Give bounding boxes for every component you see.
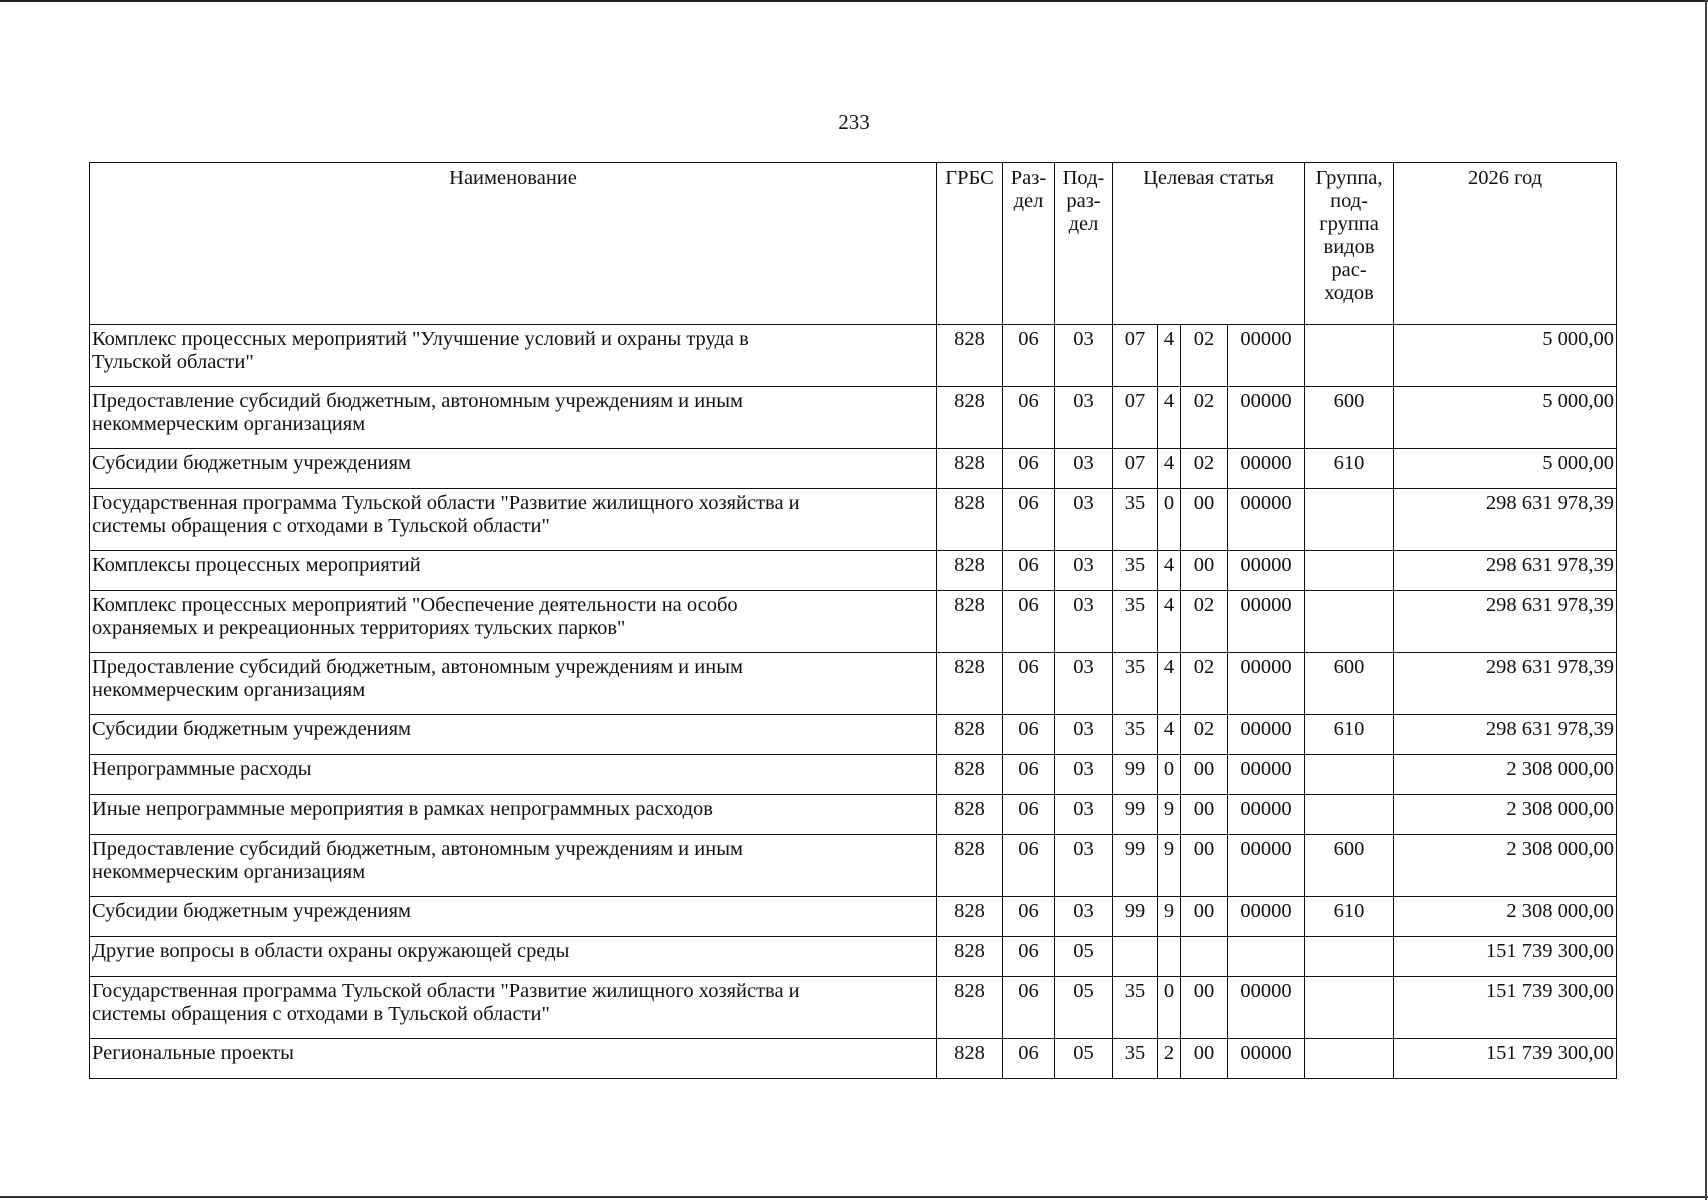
row-podrazdel: 03: [1055, 449, 1113, 489]
row-razdel: 06: [1003, 835, 1055, 897]
row-name: Предоставление субсидий бюджетным, автономным учреждениям и иным некоммерческим организациям: [90, 835, 937, 897]
row-grbs: 828: [937, 325, 1003, 387]
row-name: Комплексы процессных мероприятий: [90, 551, 937, 591]
row-expense-group: 610: [1305, 897, 1394, 937]
table-row: [90, 551, 1617, 591]
row-target-structure: 00: [1181, 977, 1228, 1039]
row-grbs: 828: [937, 1039, 1003, 1079]
table-row: [90, 977, 1617, 1039]
table-body: [90, 325, 1617, 1079]
row-target-direction: 00000: [1228, 591, 1305, 653]
table-header-row: [90, 163, 1617, 325]
row-podrazdel: 05: [1055, 937, 1113, 977]
row-podrazdel: 03: [1055, 715, 1113, 755]
row-target-structure: 00: [1181, 551, 1228, 591]
row-amount: 2 308 000,00: [1394, 835, 1617, 897]
row-target-program: 35: [1113, 551, 1158, 591]
row-razdel: 06: [1003, 977, 1055, 1039]
row-target-program: 07: [1113, 325, 1158, 387]
row-razdel: 06: [1003, 591, 1055, 653]
row-target-structure: 00: [1181, 897, 1228, 937]
row-name: Предоставление субсидий бюджетным, автономным учреждениям и иным некоммерческим организациям: [90, 653, 937, 715]
row-target-program: 99: [1113, 897, 1158, 937]
row-razdel: 06: [1003, 937, 1055, 977]
row-grbs: 828: [937, 835, 1003, 897]
row-expense-group: 600: [1305, 835, 1394, 897]
row-grbs: 828: [937, 897, 1003, 937]
row-expense-group: [1305, 755, 1394, 795]
row-target-type: 4: [1158, 591, 1181, 653]
row-amount: 151 739 300,00: [1394, 937, 1617, 977]
row-target-direction: 00000: [1228, 449, 1305, 489]
row-target-structure: 02: [1181, 591, 1228, 653]
row-target-direction: 00000: [1228, 1039, 1305, 1079]
row-name: Субсидии бюджетным учреждениям: [90, 715, 937, 755]
row-target-program: 07: [1113, 449, 1158, 489]
row-target-type: 4: [1158, 325, 1181, 387]
row-target-direction: 00000: [1228, 755, 1305, 795]
row-amount: 298 631 978,39: [1394, 591, 1617, 653]
row-target-type: 9: [1158, 795, 1181, 835]
row-target-direction: 00000: [1228, 325, 1305, 387]
row-target-structure: 02: [1181, 387, 1228, 449]
row-name: Субсидии бюджетным учреждениям: [90, 897, 937, 937]
row-target-type: 4: [1158, 551, 1181, 591]
row-podrazdel: 03: [1055, 755, 1113, 795]
row-expense-group: [1305, 325, 1394, 387]
row-podrazdel: 03: [1055, 835, 1113, 897]
row-target-direction: [1228, 937, 1305, 977]
row-target-direction: 00000: [1228, 795, 1305, 835]
row-target-structure: 00: [1181, 795, 1228, 835]
page-right-edge: [1705, 0, 1707, 1200]
row-name: Комплекс процессных мероприятий "Улучшение условий и охраны труда в Тульской области": [90, 325, 937, 387]
table-row: [90, 1039, 1617, 1079]
header-grbs: ГРБС: [937, 163, 1003, 325]
row-target-program: 35: [1113, 977, 1158, 1039]
row-target-direction: 00000: [1228, 387, 1305, 449]
row-name: Непрограммные расходы: [90, 755, 937, 795]
row-podrazdel: 03: [1055, 591, 1113, 653]
row-razdel: 06: [1003, 449, 1055, 489]
row-grbs: 828: [937, 449, 1003, 489]
table-row: [90, 715, 1617, 755]
row-target-type: 0: [1158, 755, 1181, 795]
row-expense-group: 610: [1305, 715, 1394, 755]
row-grbs: 828: [937, 591, 1003, 653]
row-podrazdel: 03: [1055, 897, 1113, 937]
row-grbs: 828: [937, 715, 1003, 755]
table-row: [90, 449, 1617, 489]
row-target-type: 4: [1158, 653, 1181, 715]
row-target-program: 35: [1113, 653, 1158, 715]
row-amount: 298 631 978,39: [1394, 653, 1617, 715]
row-target-structure: 00: [1181, 835, 1228, 897]
row-target-program: 99: [1113, 755, 1158, 795]
row-expense-group: 600: [1305, 387, 1394, 449]
row-podrazdel: 03: [1055, 795, 1113, 835]
row-target-type: 0: [1158, 977, 1181, 1039]
row-target-program: 99: [1113, 795, 1158, 835]
page-top-edge: [0, 0, 1708, 2]
row-target-type: 9: [1158, 897, 1181, 937]
row-razdel: 06: [1003, 715, 1055, 755]
row-grbs: 828: [937, 387, 1003, 449]
table-row: [90, 835, 1617, 897]
header-razdel: Раз- дел: [1003, 163, 1055, 325]
row-target-direction: 00000: [1228, 835, 1305, 897]
row-expense-group: [1305, 551, 1394, 591]
row-grbs: 828: [937, 937, 1003, 977]
row-target-type: [1158, 937, 1181, 977]
row-amount: 5 000,00: [1394, 387, 1617, 449]
row-target-direction: 00000: [1228, 489, 1305, 551]
row-podrazdel: 03: [1055, 387, 1113, 449]
row-razdel: 06: [1003, 795, 1055, 835]
row-target-structure: 00: [1181, 755, 1228, 795]
row-grbs: 828: [937, 551, 1003, 591]
table-row: [90, 387, 1617, 449]
page-number: 233: [838, 110, 870, 134]
row-target-type: 0: [1158, 489, 1181, 551]
table-row: [90, 795, 1617, 835]
row-target-structure: 02: [1181, 715, 1228, 755]
row-amount: 2 308 000,00: [1394, 795, 1617, 835]
row-expense-group: [1305, 937, 1394, 977]
row-target-structure: 00: [1181, 1039, 1228, 1079]
row-target-type: 4: [1158, 449, 1181, 489]
row-target-structure: 02: [1181, 653, 1228, 715]
row-target-direction: 00000: [1228, 551, 1305, 591]
row-grbs: 828: [937, 653, 1003, 715]
row-amount: 298 631 978,39: [1394, 715, 1617, 755]
row-expense-group: 610: [1305, 449, 1394, 489]
row-target-program: 35: [1113, 591, 1158, 653]
row-amount: 298 631 978,39: [1394, 551, 1617, 591]
row-target-program: 35: [1113, 715, 1158, 755]
row-target-type: 4: [1158, 715, 1181, 755]
row-target-type: 9: [1158, 835, 1181, 897]
row-name: Другие вопросы в области охраны окружающей среды: [90, 937, 937, 977]
row-name: Комплекс процессных мероприятий "Обеспечение деятельности на особо охраняемых и рекреационных территориях тульских парков": [90, 591, 937, 653]
row-target-type: 2: [1158, 1039, 1181, 1079]
row-target-direction: 00000: [1228, 715, 1305, 755]
row-amount: 5 000,00: [1394, 449, 1617, 489]
row-grbs: 828: [937, 977, 1003, 1039]
row-target-structure: 02: [1181, 449, 1228, 489]
row-grbs: 828: [937, 795, 1003, 835]
row-target-program: 35: [1113, 1039, 1158, 1079]
row-target-program: 99: [1113, 835, 1158, 897]
table-row: [90, 325, 1617, 387]
row-amount: 151 739 300,00: [1394, 977, 1617, 1039]
row-target-program: 35: [1113, 489, 1158, 551]
row-name: Государственная программа Тульской области "Развитие жилищного хозяйства и системы обращения с отходами в Тульской области": [90, 977, 937, 1039]
row-razdel: 06: [1003, 325, 1055, 387]
table-row: [90, 937, 1617, 977]
row-amount: 2 308 000,00: [1394, 897, 1617, 937]
row-razdel: 06: [1003, 489, 1055, 551]
row-grbs: 828: [937, 755, 1003, 795]
row-name: Субсидии бюджетным учреждениям: [90, 449, 937, 489]
row-podrazdel: 03: [1055, 489, 1113, 551]
row-amount: 151 739 300,00: [1394, 1039, 1617, 1079]
table-row: [90, 897, 1617, 937]
header-year: 2026 год: [1394, 163, 1617, 325]
row-podrazdel: 05: [1055, 977, 1113, 1039]
table-row: [90, 489, 1617, 551]
row-amount: 5 000,00: [1394, 325, 1617, 387]
header-expense-group: Группа, под- группа видов рас- ходов: [1305, 163, 1394, 325]
row-target-program: [1113, 937, 1158, 977]
row-name: Государственная программа Тульской области "Развитие жилищного хозяйства и системы обращения с отходами в Тульской области": [90, 489, 937, 551]
row-razdel: 06: [1003, 755, 1055, 795]
row-expense-group: [1305, 591, 1394, 653]
row-podrazdel: 03: [1055, 325, 1113, 387]
header-podrazdel: Под- раз- дел: [1055, 163, 1113, 325]
table-row: [90, 755, 1617, 795]
header-name: Наименование: [90, 163, 937, 325]
row-expense-group: 600: [1305, 653, 1394, 715]
row-name: Региональные проекты: [90, 1039, 937, 1079]
row-target-direction: 00000: [1228, 653, 1305, 715]
row-razdel: 06: [1003, 1039, 1055, 1079]
row-podrazdel: 03: [1055, 551, 1113, 591]
row-target-program: 07: [1113, 387, 1158, 449]
row-amount: 298 631 978,39: [1394, 489, 1617, 551]
header-target-article: Целевая статья: [1113, 163, 1305, 325]
row-target-type: 4: [1158, 387, 1181, 449]
row-expense-group: [1305, 489, 1394, 551]
page-bottom-edge: [0, 1196, 1708, 1198]
row-podrazdel: 05: [1055, 1039, 1113, 1079]
row-expense-group: [1305, 795, 1394, 835]
table-row: [90, 653, 1617, 715]
row-razdel: 06: [1003, 897, 1055, 937]
row-name: Предоставление субсидий бюджетным, автономным учреждениям и иным некоммерческим организациям: [90, 387, 937, 449]
row-target-structure: [1181, 937, 1228, 977]
row-razdel: 06: [1003, 551, 1055, 591]
row-expense-group: [1305, 977, 1394, 1039]
row-expense-group: [1305, 1039, 1394, 1079]
table-row: [90, 591, 1617, 653]
row-amount: 2 308 000,00: [1394, 755, 1617, 795]
row-target-direction: 00000: [1228, 977, 1305, 1039]
row-grbs: 828: [937, 489, 1003, 551]
row-name: Иные непрограммные мероприятия в рамках непрограммных расходов: [90, 795, 937, 835]
row-target-direction: 00000: [1228, 897, 1305, 937]
row-razdel: 06: [1003, 653, 1055, 715]
budget-table: [89, 162, 1617, 1079]
row-target-structure: 00: [1181, 489, 1228, 551]
row-target-structure: 02: [1181, 325, 1228, 387]
row-razdel: 06: [1003, 387, 1055, 449]
row-podrazdel: 03: [1055, 653, 1113, 715]
